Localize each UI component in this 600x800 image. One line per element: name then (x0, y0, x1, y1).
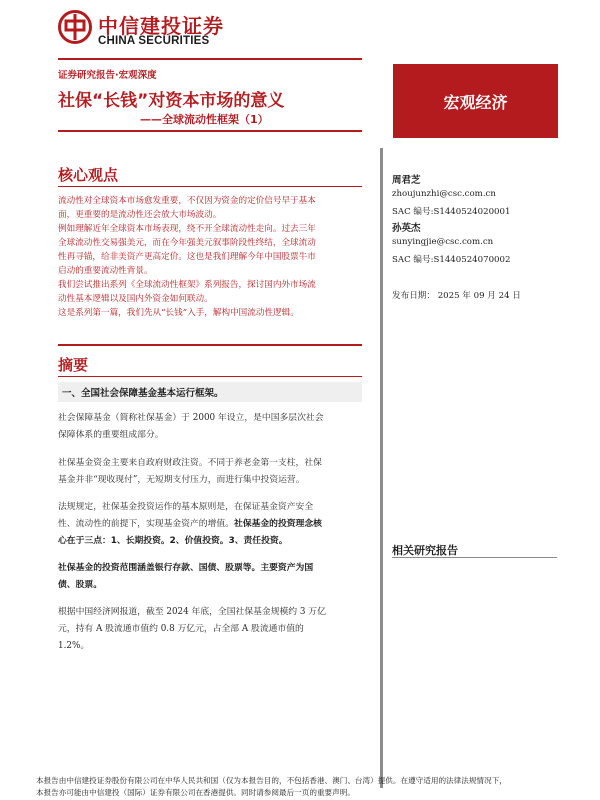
core-line: 例如理解近年全球资本市场表现，绕不开全球流动性走向。过去三年 (58, 224, 316, 234)
category-label: 宏观经济 (443, 93, 508, 112)
text-emphasis: 社保基金的投资理念核 (233, 519, 322, 529)
core-line: 面，更重要的是流动性还会放大市场波动。 (58, 210, 222, 220)
logo-text-cn: 中信建投证券 (98, 14, 224, 38)
company-logo (58, 8, 258, 48)
related-reports-heading: 相关研究报告 (392, 544, 458, 557)
core-line: 这是系列第一篇，我们先从“长钱”入手，解构中国流动性逻辑。 (58, 308, 299, 318)
text-plain: 性、流动性的前提下，实现基金资产的增值。 (58, 519, 234, 529)
summary-paragraph-3 (58, 499, 362, 550)
core-heading: 核心观点 (58, 166, 119, 184)
disclaimer-footer (36, 775, 596, 799)
analyst-sac-1: SAC 编号:S1440524020001 (392, 207, 511, 217)
text-line: 元，持有 A 股流通市值约 0.8 万亿元，占全部 A 股流通市值的 (58, 624, 304, 634)
text-line: 保障体系的重要组成部分。 (58, 430, 164, 440)
core-line: 性再寻锚，给非美资产更高定价。这也是我们理解今年中国股票牛市 (58, 252, 316, 262)
core-line: 流动性对全球资本市场愈发重要，不仅因为资金的定价信号早于基本 (58, 196, 316, 206)
analyst-sac-2: SAC 编号:S1440524070002 (392, 255, 511, 265)
disclaimer-line: 本报告亦可能由中信建投（国际）证券有限公司在香港提供。同时请参阅最后一页的重要声明。 (36, 788, 355, 797)
text-emphasis: 心在于三点：1、长期投资。2、价值投资。3、责任投资。 (58, 536, 288, 546)
logo-mark-icon (58, 10, 92, 44)
core-line: 我们尝试推出系列《全球流动性框架》系列报告，探讨国内外市场流 (58, 280, 316, 290)
core-line: 动性基本逻辑以及国内外资金如何联动。 (58, 294, 213, 304)
summary-subheading-band (58, 382, 362, 402)
summary-paragraph-2 (58, 455, 362, 489)
report-subtitle: ——全球流动性框架（1） (140, 113, 269, 126)
category-box (393, 64, 558, 138)
logo-text-en: CHINA SECURITIES (98, 35, 210, 47)
text-emphasis: 社保基金的投资范围涵盖银行存款、国债、股票等。主要资产为国 (58, 563, 314, 573)
core-line: 全球流动性交易强美元，而在今年强美元叙事阶段性终结，全球流动 (58, 238, 316, 248)
core-paragraph (58, 194, 362, 320)
title-divider (58, 130, 362, 132)
report-type: 证券研究报告·宏观深度 (58, 70, 157, 81)
text-line: 社会保障基金（简称社保基金）于 2000 年设立，是中国多层次社会 (58, 413, 324, 423)
report-title: 社保“长钱”对资本市场的意义 (58, 91, 285, 111)
analyst-email-1[interactable]: zhoujunzhi@csc.com.cn (392, 189, 496, 199)
summary-subheading: 一、全国社会保障基金基本运行框架。 (62, 388, 224, 399)
text-line (58, 516, 362, 533)
column-divider (380, 148, 383, 788)
text-line: 社保基金资金主要来自政府财政注资。不同于养老金第一支柱，社保 (58, 458, 322, 468)
text-emphasis: 债、股票。 (58, 580, 102, 590)
text-line: 基金并非“现收现付”，无短期支付压力，而进行集中投资运营。 (58, 475, 305, 485)
core-divider (58, 186, 362, 187)
disclaimer-line: 本报告由中信建投证券股份有限公司在中华人民共和国（仅为本报告目的，不包括香港、澳门、台湾）提供。在遵守适用的法律法规情况下， (36, 776, 507, 785)
text-line: 根据中国经济网报道，截至 2024 年底，全国社保基金规模约 3 万亿 (58, 607, 326, 617)
text-line (58, 560, 362, 577)
text-line (58, 533, 362, 550)
publish-date: 发布日期： 2025 年 09 月 24 日 (392, 291, 521, 301)
summary-top-divider (58, 344, 362, 346)
summary-heading: 摘要 (58, 356, 89, 374)
text-line: 1.2%。 (58, 641, 90, 651)
top-divider (58, 58, 362, 60)
text-line: 法规规定，社保基金投资运作的基本原则是，在保证基金资产安全 (58, 502, 314, 512)
summary-paragraph-1 (58, 410, 362, 444)
summary-paragraph-4 (58, 560, 362, 594)
summary-paragraph-5 (58, 604, 362, 655)
analyst-email-2[interactable]: sunyingjie@csc.com.cn (392, 237, 494, 247)
related-divider (392, 557, 557, 558)
summary-divider (58, 376, 362, 377)
analyst-name-2: 孙英杰 (392, 223, 421, 234)
core-line: 启动的重要流动性背景。 (58, 266, 153, 276)
analyst-name-1: 周君芝 (392, 175, 421, 186)
text-line (58, 577, 362, 594)
